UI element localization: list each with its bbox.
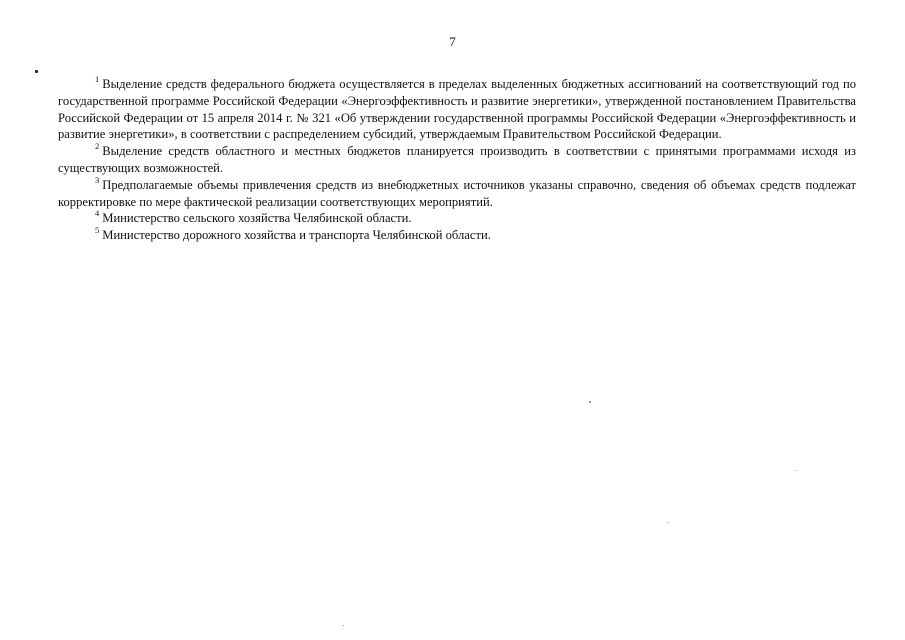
scan-speck bbox=[343, 625, 344, 626]
scan-speck bbox=[589, 401, 591, 403]
footnote-text: Выделение средств федерального бюджета осуществляется в пределах выделенных бюджетных ассигнований на соответствующий год по государственной программе Российской Федерации «Энергоэффективность и развитие энергетики», утвержденной постановлением Правительства Российской Федерации от 15 апреля 2014 г. № 321 «Об утверждении государственной программы Российской Федерации «Энергоэффективность и развитие энергетики», в соответствии с распределением субсидий, утверждаемым Правительством Российской Федерации. bbox=[58, 77, 856, 142]
footnote-text: Предполагаемые объемы привлечения средств из внебюджетных источников указаны справочно, сведения об объемах средств подлежат корректировке по мере фактической реализации соответствующих мероприятий. bbox=[58, 177, 856, 209]
footnote-marker: 4 bbox=[95, 208, 100, 219]
footnote-marker: 1 bbox=[95, 73, 100, 84]
footnote-4 bbox=[58, 210, 856, 227]
footnote-text: Министерство сельского хозяйства Челябинской области. bbox=[102, 211, 412, 226]
scan-speck bbox=[668, 522, 669, 523]
footnote-text: Министерство дорожного хозяйства и транспорта Челябинской области. bbox=[102, 228, 491, 243]
footnote-3 bbox=[58, 174, 856, 211]
footnote-text: Выделение средств областного и местных бюджетов планируется производить в соответствии с принятыми программами исходя из существующих возможностей. bbox=[58, 144, 856, 175]
footnote-1 bbox=[58, 73, 856, 143]
footnote-marker: 5 bbox=[95, 224, 100, 235]
footnote-2 bbox=[58, 143, 856, 177]
scan-speck bbox=[35, 70, 38, 73]
footnote-marker: 3 bbox=[95, 174, 100, 185]
footnote-marker: 2 bbox=[95, 141, 100, 151]
footnotes-block bbox=[58, 73, 856, 244]
scan-speck bbox=[795, 470, 796, 471]
page-number: 7 bbox=[449, 34, 456, 49]
footnote-5 bbox=[58, 224, 856, 244]
